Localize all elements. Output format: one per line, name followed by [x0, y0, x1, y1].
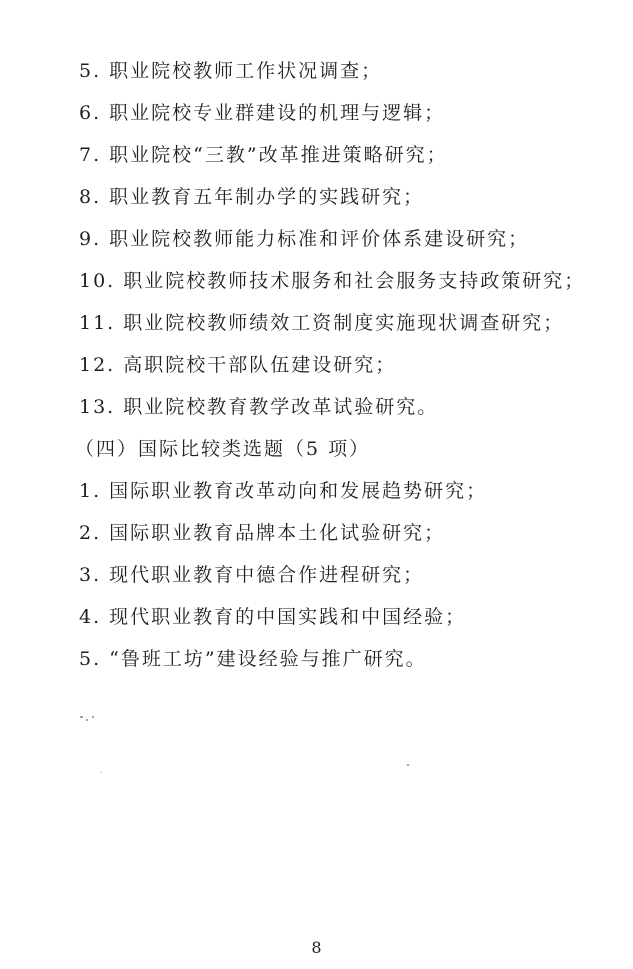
- scan-speck: [92, 716, 94, 718]
- list-item: 3. 现代职业教育中德合作进程研究；: [79, 564, 425, 586]
- list-item: 13. 职业院校教育教学改革试验研究。: [79, 396, 439, 418]
- list-item: 6. 职业院校专业群建设的机理与逻辑；: [79, 102, 446, 124]
- scan-speck: [100, 772, 102, 773]
- list-item: 1. 国际职业教育改革动向和发展趋势研究；: [79, 480, 488, 502]
- list-item: 12. 高职院校干部队伍建设研究；: [79, 354, 397, 376]
- list-item: 10. 职业院校教师技术服务和社会服务支持政策研究；: [79, 270, 586, 292]
- list-item: 7. 职业院校“三教”改革推进策略研究；: [79, 144, 448, 166]
- list-item: 5. 职业院校教师工作状况调查；: [79, 60, 383, 82]
- topic-list: [75, 56, 599, 686]
- list-item: 8. 职业教育五年制办学的实践研究；: [79, 186, 425, 208]
- list-item: 11. 职业院校教师绩效工资制度实施现状调查研究；: [79, 312, 565, 334]
- list-item: 9. 职业院校教师能力标准和评价体系建设研究；: [79, 228, 530, 250]
- list-item: 2. 国际职业教育品牌本土化试验研究；: [79, 522, 446, 544]
- list-item: 4. 现代职业教育的中国实践和中国经验；: [79, 606, 467, 628]
- section-heading: （四）国际比较类选题（5 项）: [75, 438, 371, 460]
- list-item: 5. “鲁班工坊”建设经验与推广研究。: [79, 648, 427, 670]
- scan-speck: [407, 764, 409, 766]
- page-number: 8: [311, 938, 322, 957]
- scan-speck: [80, 716, 83, 718]
- scan-speck: [86, 719, 88, 721]
